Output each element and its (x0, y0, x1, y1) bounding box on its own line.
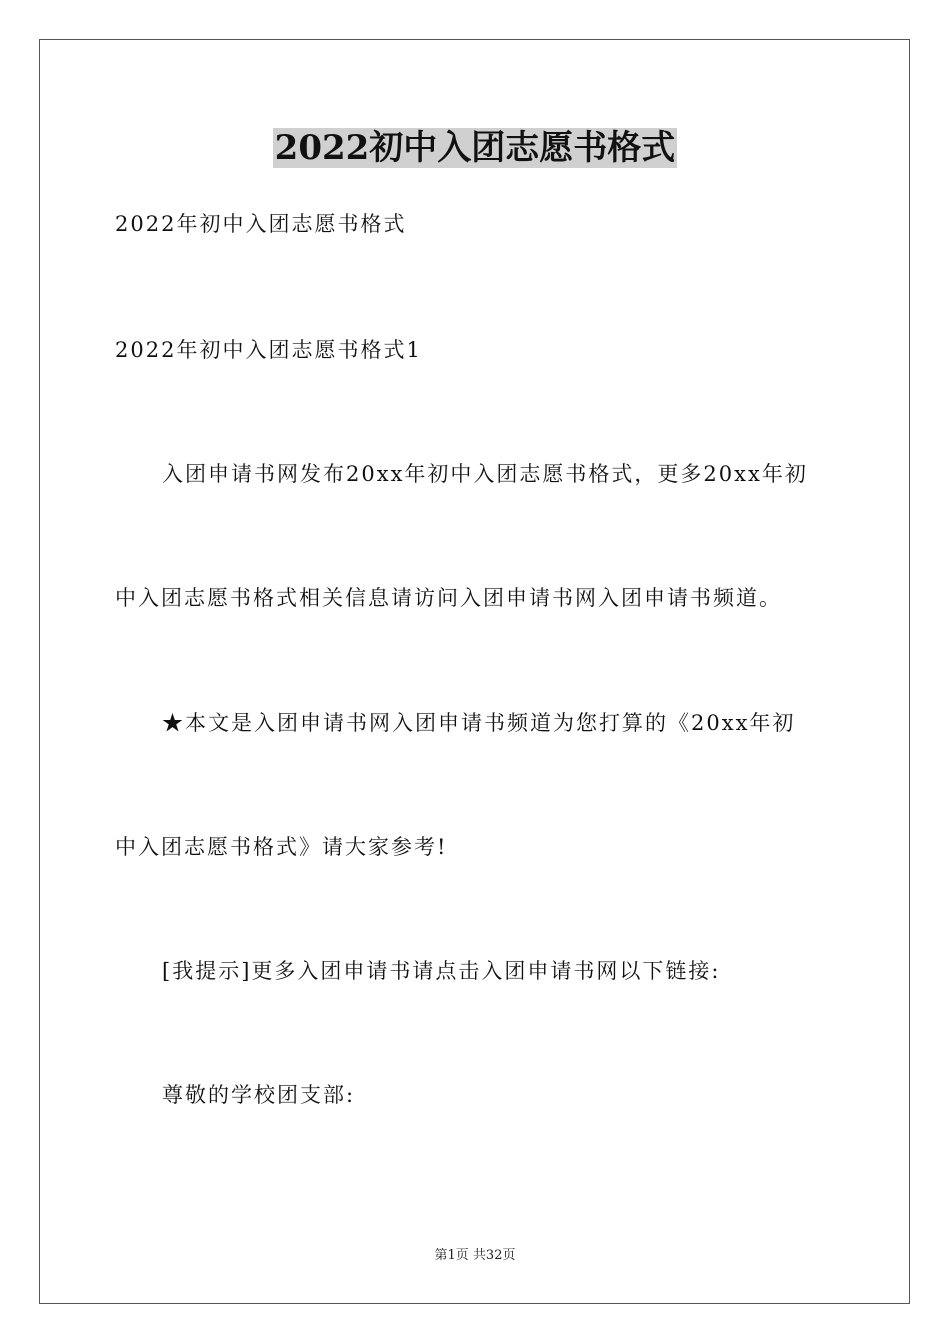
page-footer: 第1页 共32页 (434, 1248, 516, 1263)
text-line-5: ★本文是入团申请书网入团申请书频道为您打算的《20xx年初 (162, 711, 796, 735)
text-line-8: 尊敬的学校团支部: (162, 1083, 356, 1107)
text-line-1: 2022年初中入团志愿书格式 (115, 212, 407, 236)
title-container (0, 128, 950, 168)
text-line-3: 入团申请书网发布20xx年初中入团志愿书格式，更多20xx年初 (162, 462, 808, 486)
text-line-2: 2022年初中入团志愿书格式1 (115, 338, 422, 362)
text-line-7: [我提示]更多入团申请书请点击入团申请书网以下链接: (162, 959, 721, 983)
document-title: 2022初中入团志愿书格式 (274, 128, 676, 168)
text-line-6: 中入团志愿书格式》请大家参考! (115, 835, 448, 859)
text-line-4: 中入团志愿书格式相关信息请访问入团申请书网入团申请书频道。 (115, 586, 782, 610)
